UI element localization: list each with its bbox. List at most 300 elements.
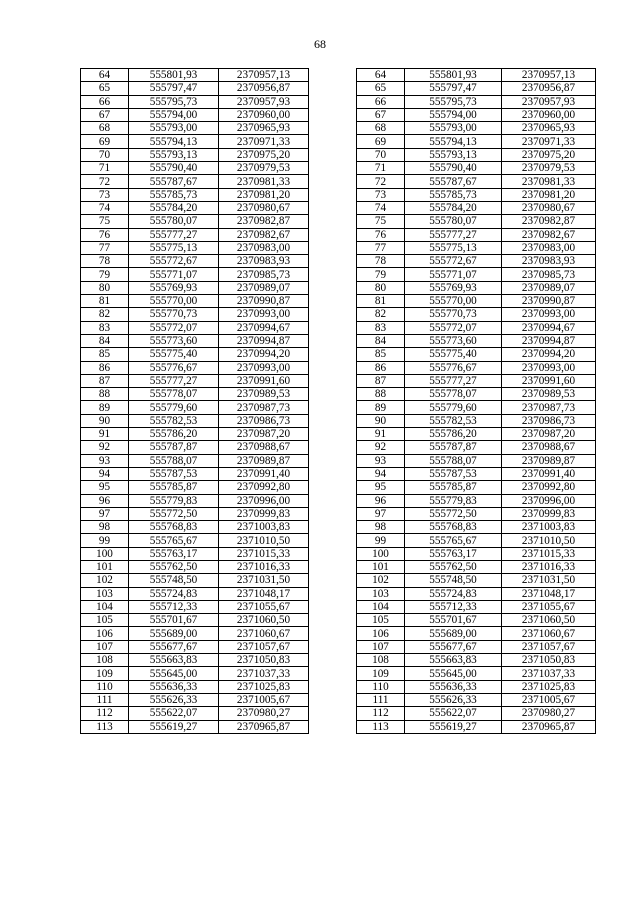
right-x-coordinate-cell: 555793,00 — [405, 122, 502, 135]
table-row — [81, 481, 596, 494]
right-point-number-cell: 82 — [357, 308, 405, 321]
left-point-number-cell: 76 — [81, 228, 129, 241]
right-x-coordinate-cell: 555794,00 — [405, 108, 502, 121]
left-x-coordinate-cell: 555772,67 — [129, 255, 219, 268]
right-y-coordinate-cell: 2370986,73 — [502, 414, 596, 427]
left-point-number-cell: 105 — [81, 614, 129, 627]
column-gap — [309, 122, 357, 135]
right-point-number-cell: 65 — [357, 82, 405, 95]
right-y-coordinate-cell: 2370960,00 — [502, 108, 596, 121]
right-y-coordinate-cell: 2370991,60 — [502, 374, 596, 387]
table-row — [81, 680, 596, 693]
right-x-coordinate-cell: 555779,60 — [405, 401, 502, 414]
column-gap — [309, 215, 357, 228]
right-x-coordinate-cell: 555775,40 — [405, 348, 502, 361]
left-point-number-cell: 77 — [81, 241, 129, 254]
right-x-coordinate-cell: 555795,73 — [405, 95, 502, 108]
table-row — [81, 308, 596, 321]
right-y-coordinate-cell: 2370993,00 — [502, 308, 596, 321]
column-gap — [309, 228, 357, 241]
right-y-coordinate-cell: 2371003,83 — [502, 521, 596, 534]
left-point-number-cell: 93 — [81, 454, 129, 467]
left-point-number-cell: 106 — [81, 627, 129, 640]
table-row — [81, 281, 596, 294]
left-x-coordinate-cell: 555793,00 — [129, 122, 219, 135]
right-y-coordinate-cell: 2370980,27 — [502, 707, 596, 720]
column-gap — [309, 388, 357, 401]
right-x-coordinate-cell: 555701,67 — [405, 614, 502, 627]
left-point-number-cell: 69 — [81, 135, 129, 148]
table-row — [81, 228, 596, 241]
right-y-coordinate-cell: 2370994,20 — [502, 348, 596, 361]
left-x-coordinate-cell: 555779,60 — [129, 401, 219, 414]
right-y-coordinate-cell: 2370989,87 — [502, 454, 596, 467]
left-x-coordinate-cell: 555788,07 — [129, 454, 219, 467]
left-y-coordinate-cell: 2371031,50 — [219, 574, 309, 587]
left-y-coordinate-cell: 2371016,33 — [219, 560, 309, 573]
left-x-coordinate-cell: 555763,17 — [129, 547, 219, 560]
left-y-coordinate-cell: 2371050,83 — [219, 654, 309, 667]
right-x-coordinate-cell: 555788,07 — [405, 454, 502, 467]
left-point-number-cell: 98 — [81, 521, 129, 534]
right-y-coordinate-cell: 2371055,67 — [502, 600, 596, 613]
left-x-coordinate-cell: 555795,73 — [129, 95, 219, 108]
right-point-number-cell: 99 — [357, 534, 405, 547]
left-x-coordinate-cell: 555677,67 — [129, 640, 219, 653]
column-gap — [309, 534, 357, 547]
column-gap — [309, 547, 357, 560]
right-y-coordinate-cell: 2370990,87 — [502, 295, 596, 308]
left-point-number-cell: 102 — [81, 574, 129, 587]
right-point-number-cell: 85 — [357, 348, 405, 361]
table-row — [81, 188, 596, 201]
left-y-coordinate-cell: 2370991,60 — [219, 374, 309, 387]
left-x-coordinate-cell: 555701,67 — [129, 614, 219, 627]
right-point-number-cell: 70 — [357, 148, 405, 161]
right-point-number-cell: 90 — [357, 414, 405, 427]
left-point-number-cell: 112 — [81, 707, 129, 720]
column-gap — [309, 654, 357, 667]
left-x-coordinate-cell: 555689,00 — [129, 627, 219, 640]
column-gap — [309, 521, 357, 534]
left-y-coordinate-cell: 2370983,00 — [219, 241, 309, 254]
left-y-coordinate-cell: 2370986,73 — [219, 414, 309, 427]
left-point-number-cell: 111 — [81, 693, 129, 706]
left-x-coordinate-cell: 555782,53 — [129, 414, 219, 427]
right-y-coordinate-cell: 2370957,13 — [502, 69, 596, 82]
column-gap — [309, 175, 357, 188]
column-gap — [309, 614, 357, 627]
right-x-coordinate-cell: 555626,33 — [405, 693, 502, 706]
left-y-coordinate-cell: 2370971,33 — [219, 135, 309, 148]
right-point-number-cell: 74 — [357, 201, 405, 214]
right-point-number-cell: 68 — [357, 122, 405, 135]
left-y-coordinate-cell: 2370991,40 — [219, 467, 309, 480]
column-gap — [309, 241, 357, 254]
column-gap — [309, 680, 357, 693]
left-x-coordinate-cell: 555785,87 — [129, 481, 219, 494]
table-row — [81, 720, 596, 733]
left-y-coordinate-cell: 2370993,00 — [219, 361, 309, 374]
right-y-coordinate-cell: 2370988,67 — [502, 441, 596, 454]
left-y-coordinate-cell: 2371005,67 — [219, 693, 309, 706]
table-row — [81, 108, 596, 121]
left-y-coordinate-cell: 2370981,33 — [219, 175, 309, 188]
column-gap — [309, 428, 357, 441]
right-y-coordinate-cell: 2370981,20 — [502, 188, 596, 201]
right-point-number-cell: 102 — [357, 574, 405, 587]
left-x-coordinate-cell: 555712,33 — [129, 600, 219, 613]
left-point-number-cell: 80 — [81, 281, 129, 294]
right-point-number-cell: 87 — [357, 374, 405, 387]
left-point-number-cell: 108 — [81, 654, 129, 667]
right-y-coordinate-cell: 2370965,87 — [502, 720, 596, 733]
column-gap — [309, 414, 357, 427]
left-point-number-cell: 79 — [81, 268, 129, 281]
right-point-number-cell: 94 — [357, 467, 405, 480]
right-point-number-cell: 86 — [357, 361, 405, 374]
right-point-number-cell: 81 — [357, 295, 405, 308]
right-y-coordinate-cell: 2371016,33 — [502, 560, 596, 573]
left-point-number-cell: 88 — [81, 388, 129, 401]
right-y-coordinate-cell: 2370983,93 — [502, 255, 596, 268]
left-x-coordinate-cell: 555787,87 — [129, 441, 219, 454]
left-point-number-cell: 65 — [81, 82, 129, 95]
right-point-number-cell: 69 — [357, 135, 405, 148]
right-y-coordinate-cell: 2370991,40 — [502, 467, 596, 480]
table-row — [81, 69, 596, 82]
table-row — [81, 122, 596, 135]
right-x-coordinate-cell: 555784,20 — [405, 201, 502, 214]
right-point-number-cell: 96 — [357, 494, 405, 507]
right-y-coordinate-cell: 2370987,20 — [502, 428, 596, 441]
left-point-number-cell: 70 — [81, 148, 129, 161]
table-row — [81, 654, 596, 667]
left-point-number-cell: 67 — [81, 108, 129, 121]
column-gap — [309, 135, 357, 148]
right-point-number-cell: 104 — [357, 600, 405, 613]
right-y-coordinate-cell: 2370989,07 — [502, 281, 596, 294]
left-point-number-cell: 110 — [81, 680, 129, 693]
left-x-coordinate-cell: 555772,07 — [129, 321, 219, 334]
right-y-coordinate-cell: 2370996,00 — [502, 494, 596, 507]
right-x-coordinate-cell: 555785,87 — [405, 481, 502, 494]
right-y-coordinate-cell: 2371025,83 — [502, 680, 596, 693]
right-y-coordinate-cell: 2371048,17 — [502, 587, 596, 600]
table-row — [81, 640, 596, 653]
right-point-number-cell: 111 — [357, 693, 405, 706]
table-row — [81, 707, 596, 720]
table-row — [81, 587, 596, 600]
right-y-coordinate-cell: 2371057,67 — [502, 640, 596, 653]
left-point-number-cell: 113 — [81, 720, 129, 733]
left-y-coordinate-cell: 2370980,27 — [219, 707, 309, 720]
table-row — [81, 374, 596, 387]
right-y-coordinate-cell: 2370983,00 — [502, 241, 596, 254]
table-row — [81, 148, 596, 161]
right-x-coordinate-cell: 555772,67 — [405, 255, 502, 268]
right-x-coordinate-cell: 555645,00 — [405, 667, 502, 680]
column-gap — [309, 401, 357, 414]
left-x-coordinate-cell: 555797,47 — [129, 82, 219, 95]
left-y-coordinate-cell: 2371015,33 — [219, 547, 309, 560]
left-point-number-cell: 100 — [81, 547, 129, 560]
left-point-number-cell: 85 — [81, 348, 129, 361]
right-point-number-cell: 67 — [357, 108, 405, 121]
right-x-coordinate-cell: 555724,83 — [405, 587, 502, 600]
column-gap — [309, 707, 357, 720]
table-row — [81, 241, 596, 254]
left-x-coordinate-cell: 555777,27 — [129, 374, 219, 387]
right-point-number-cell: 105 — [357, 614, 405, 627]
left-y-coordinate-cell: 2370989,07 — [219, 281, 309, 294]
column-gap — [309, 281, 357, 294]
right-x-coordinate-cell: 555787,53 — [405, 467, 502, 480]
left-point-number-cell: 103 — [81, 587, 129, 600]
table-row — [81, 600, 596, 613]
left-y-coordinate-cell: 2371003,83 — [219, 521, 309, 534]
right-y-coordinate-cell: 2370971,33 — [502, 135, 596, 148]
left-x-coordinate-cell: 555645,00 — [129, 667, 219, 680]
left-y-coordinate-cell: 2370990,87 — [219, 295, 309, 308]
right-x-coordinate-cell: 555778,07 — [405, 388, 502, 401]
right-point-number-cell: 100 — [357, 547, 405, 560]
column-gap — [309, 295, 357, 308]
right-x-coordinate-cell: 555777,27 — [405, 374, 502, 387]
right-y-coordinate-cell: 2371037,33 — [502, 667, 596, 680]
right-y-coordinate-cell: 2370980,67 — [502, 201, 596, 214]
column-gap — [309, 640, 357, 653]
table-row — [81, 162, 596, 175]
left-y-coordinate-cell: 2370980,67 — [219, 201, 309, 214]
left-point-number-cell: 96 — [81, 494, 129, 507]
left-y-coordinate-cell: 2370989,53 — [219, 388, 309, 401]
right-point-number-cell: 92 — [357, 441, 405, 454]
right-x-coordinate-cell: 555677,67 — [405, 640, 502, 653]
right-x-coordinate-cell: 555790,40 — [405, 162, 502, 175]
left-point-number-cell: 89 — [81, 401, 129, 414]
right-point-number-cell: 97 — [357, 507, 405, 520]
right-point-number-cell: 73 — [357, 188, 405, 201]
left-y-coordinate-cell: 2370988,67 — [219, 441, 309, 454]
left-x-coordinate-cell: 555793,13 — [129, 148, 219, 161]
right-y-coordinate-cell: 2370956,87 — [502, 82, 596, 95]
column-gap — [309, 667, 357, 680]
left-x-coordinate-cell: 555772,50 — [129, 507, 219, 520]
left-x-coordinate-cell: 555748,50 — [129, 574, 219, 587]
table-row — [81, 667, 596, 680]
right-x-coordinate-cell: 555771,07 — [405, 268, 502, 281]
left-y-coordinate-cell: 2371060,50 — [219, 614, 309, 627]
column-gap — [309, 574, 357, 587]
right-point-number-cell: 66 — [357, 95, 405, 108]
left-x-coordinate-cell: 555778,07 — [129, 388, 219, 401]
left-y-coordinate-cell: 2370987,20 — [219, 428, 309, 441]
left-x-coordinate-cell: 555776,67 — [129, 361, 219, 374]
right-point-number-cell: 109 — [357, 667, 405, 680]
table-row — [81, 467, 596, 480]
right-y-coordinate-cell: 2371050,83 — [502, 654, 596, 667]
left-point-number-cell: 82 — [81, 308, 129, 321]
right-point-number-cell: 107 — [357, 640, 405, 653]
right-x-coordinate-cell: 555787,67 — [405, 175, 502, 188]
left-y-coordinate-cell: 2370979,53 — [219, 162, 309, 175]
column-gap — [309, 467, 357, 480]
column-gap — [309, 587, 357, 600]
right-x-coordinate-cell: 555797,47 — [405, 82, 502, 95]
left-x-coordinate-cell: 555626,33 — [129, 693, 219, 706]
right-x-coordinate-cell: 555770,73 — [405, 308, 502, 321]
right-y-coordinate-cell: 2370981,33 — [502, 175, 596, 188]
column-gap — [309, 454, 357, 467]
right-y-coordinate-cell: 2371060,50 — [502, 614, 596, 627]
left-x-coordinate-cell: 555785,73 — [129, 188, 219, 201]
right-x-coordinate-cell: 555787,87 — [405, 441, 502, 454]
left-y-coordinate-cell: 2370960,00 — [219, 108, 309, 121]
left-y-coordinate-cell: 2371057,67 — [219, 640, 309, 653]
right-point-number-cell: 83 — [357, 321, 405, 334]
left-x-coordinate-cell: 555768,83 — [129, 521, 219, 534]
table-row — [81, 82, 596, 95]
table-row — [81, 95, 596, 108]
right-y-coordinate-cell: 2370979,53 — [502, 162, 596, 175]
left-y-coordinate-cell: 2371055,67 — [219, 600, 309, 613]
left-x-coordinate-cell: 555762,50 — [129, 560, 219, 573]
left-point-number-cell: 97 — [81, 507, 129, 520]
coordinates-table-body — [81, 69, 596, 734]
left-x-coordinate-cell: 555636,33 — [129, 680, 219, 693]
column-gap — [309, 188, 357, 201]
table-row — [81, 693, 596, 706]
table-row — [81, 135, 596, 148]
right-y-coordinate-cell: 2370987,73 — [502, 401, 596, 414]
right-x-coordinate-cell: 555712,33 — [405, 600, 502, 613]
right-x-coordinate-cell: 555772,07 — [405, 321, 502, 334]
right-point-number-cell: 91 — [357, 428, 405, 441]
column-gap — [309, 693, 357, 706]
right-y-coordinate-cell: 2370992,80 — [502, 481, 596, 494]
right-point-number-cell: 93 — [357, 454, 405, 467]
left-y-coordinate-cell: 2370994,67 — [219, 321, 309, 334]
left-y-coordinate-cell: 2370957,13 — [219, 69, 309, 82]
right-point-number-cell: 75 — [357, 215, 405, 228]
right-x-coordinate-cell: 555768,83 — [405, 521, 502, 534]
right-y-coordinate-cell: 2370993,00 — [502, 361, 596, 374]
left-y-coordinate-cell: 2370987,73 — [219, 401, 309, 414]
left-point-number-cell: 94 — [81, 467, 129, 480]
right-x-coordinate-cell: 555622,07 — [405, 707, 502, 720]
right-point-number-cell: 84 — [357, 334, 405, 347]
column-gap — [309, 441, 357, 454]
left-point-number-cell: 73 — [81, 188, 129, 201]
column-gap — [309, 600, 357, 613]
left-point-number-cell: 109 — [81, 667, 129, 680]
right-x-coordinate-cell: 555777,27 — [405, 228, 502, 241]
left-point-number-cell: 66 — [81, 95, 129, 108]
left-y-coordinate-cell: 2370985,73 — [219, 268, 309, 281]
right-x-coordinate-cell: 555765,67 — [405, 534, 502, 547]
left-x-coordinate-cell: 555619,27 — [129, 720, 219, 733]
column-gap — [309, 82, 357, 95]
right-point-number-cell: 72 — [357, 175, 405, 188]
left-y-coordinate-cell: 2371037,33 — [219, 667, 309, 680]
left-point-number-cell: 87 — [81, 374, 129, 387]
table-row — [81, 414, 596, 427]
left-y-coordinate-cell: 2370981,20 — [219, 188, 309, 201]
left-point-number-cell: 95 — [81, 481, 129, 494]
right-y-coordinate-cell: 2370982,67 — [502, 228, 596, 241]
table-row — [81, 627, 596, 640]
column-gap — [309, 308, 357, 321]
column-gap — [309, 268, 357, 281]
table-row — [81, 321, 596, 334]
left-x-coordinate-cell: 555801,93 — [129, 69, 219, 82]
right-x-coordinate-cell: 555763,17 — [405, 547, 502, 560]
right-point-number-cell: 80 — [357, 281, 405, 294]
right-y-coordinate-cell: 2370975,20 — [502, 148, 596, 161]
left-y-coordinate-cell: 2370994,87 — [219, 334, 309, 347]
right-y-coordinate-cell: 2370999,83 — [502, 507, 596, 520]
column-gap — [309, 374, 357, 387]
table-row — [81, 441, 596, 454]
left-point-number-cell: 71 — [81, 162, 129, 175]
column-gap — [309, 507, 357, 520]
left-x-coordinate-cell: 555787,53 — [129, 467, 219, 480]
table-row — [81, 388, 596, 401]
table-row — [81, 201, 596, 214]
column-gap — [309, 348, 357, 361]
right-x-coordinate-cell: 555780,07 — [405, 215, 502, 228]
table-row — [81, 547, 596, 560]
right-point-number-cell: 76 — [357, 228, 405, 241]
right-x-coordinate-cell: 555801,93 — [405, 69, 502, 82]
right-x-coordinate-cell: 555794,13 — [405, 135, 502, 148]
left-point-number-cell: 74 — [81, 201, 129, 214]
column-gap — [309, 69, 357, 82]
right-x-coordinate-cell: 555769,93 — [405, 281, 502, 294]
right-point-number-cell: 77 — [357, 241, 405, 254]
table-row — [81, 428, 596, 441]
left-x-coordinate-cell: 555787,67 — [129, 175, 219, 188]
right-x-coordinate-cell: 555663,83 — [405, 654, 502, 667]
left-y-coordinate-cell: 2370956,87 — [219, 82, 309, 95]
left-y-coordinate-cell: 2370982,87 — [219, 215, 309, 228]
left-point-number-cell: 91 — [81, 428, 129, 441]
table-row — [81, 348, 596, 361]
left-point-number-cell: 84 — [81, 334, 129, 347]
left-y-coordinate-cell: 2370989,87 — [219, 454, 309, 467]
right-x-coordinate-cell: 555770,00 — [405, 295, 502, 308]
left-x-coordinate-cell: 555777,27 — [129, 228, 219, 241]
left-y-coordinate-cell: 2370965,93 — [219, 122, 309, 135]
right-point-number-cell: 103 — [357, 587, 405, 600]
table-row — [81, 268, 596, 281]
table-row — [81, 534, 596, 547]
left-x-coordinate-cell: 555784,20 — [129, 201, 219, 214]
left-y-coordinate-cell: 2370975,20 — [219, 148, 309, 161]
left-point-number-cell: 68 — [81, 122, 129, 135]
coordinates-table — [80, 68, 596, 734]
right-x-coordinate-cell: 555619,27 — [405, 720, 502, 733]
page-number: 68 — [314, 37, 326, 51]
left-y-coordinate-cell: 2370983,93 — [219, 255, 309, 268]
left-x-coordinate-cell: 555794,13 — [129, 135, 219, 148]
left-point-number-cell: 107 — [81, 640, 129, 653]
right-point-number-cell: 89 — [357, 401, 405, 414]
column-gap — [309, 720, 357, 733]
table-row — [81, 574, 596, 587]
right-point-number-cell: 71 — [357, 162, 405, 175]
